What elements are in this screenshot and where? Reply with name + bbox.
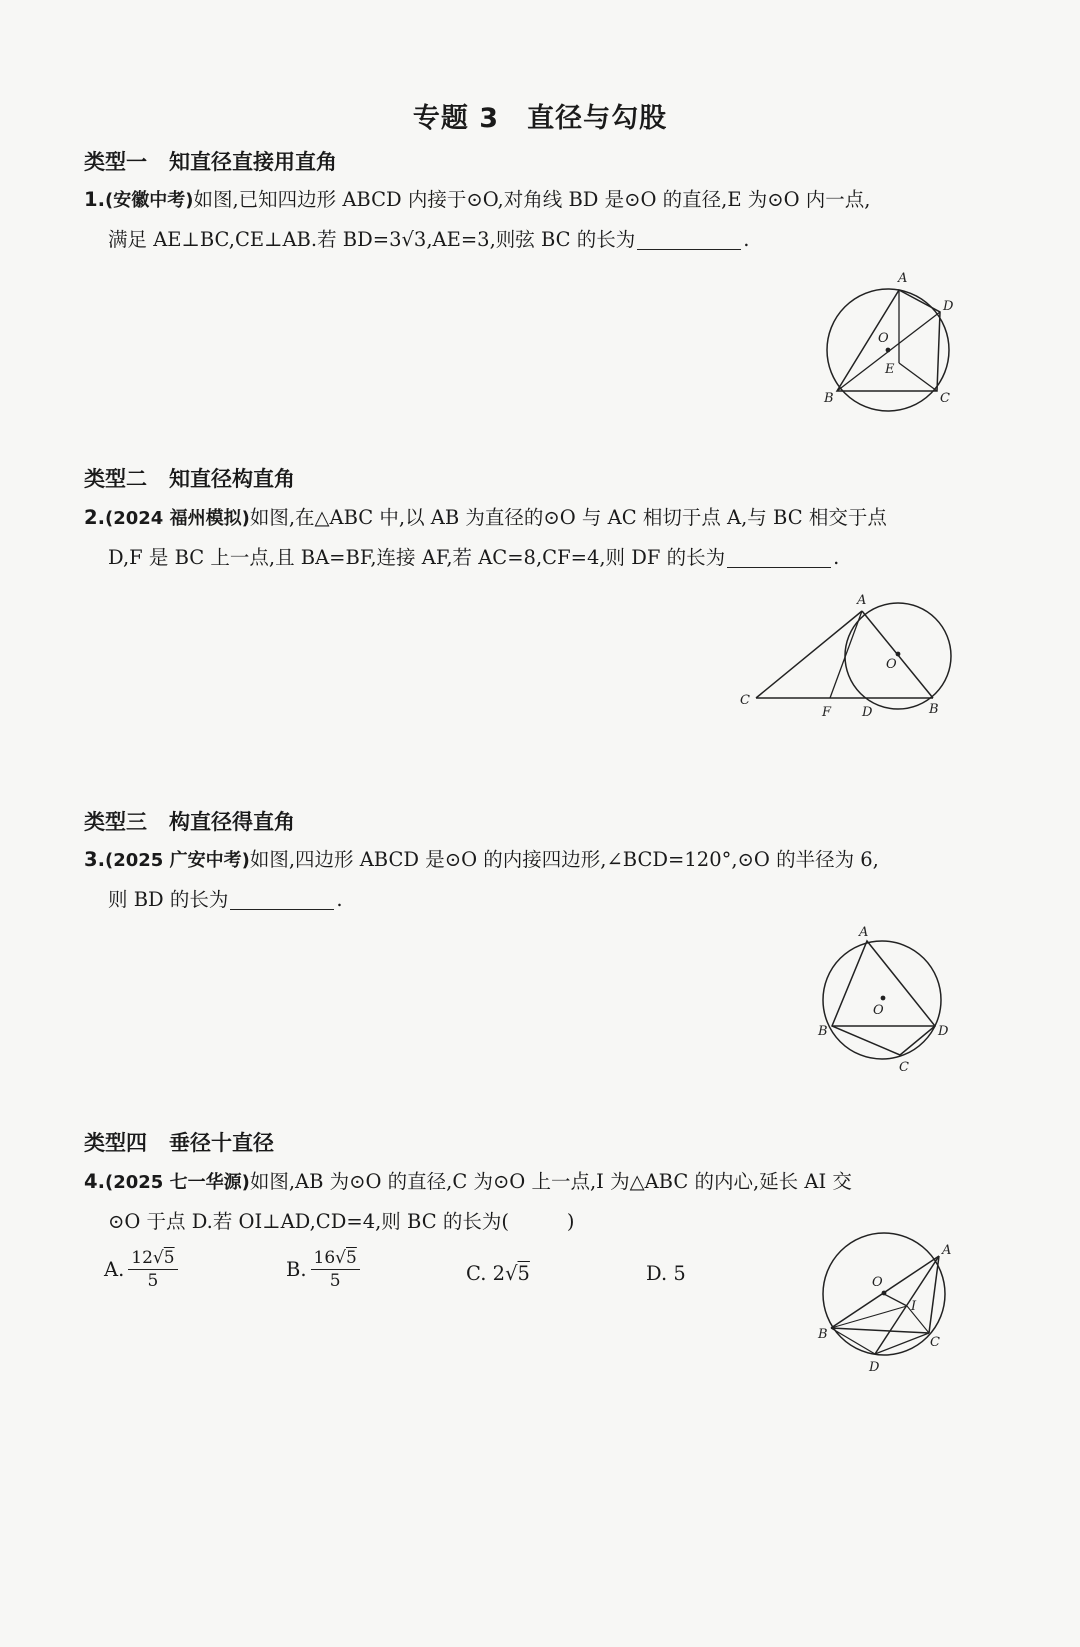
section-heading-4 (84, 1127, 274, 1157)
label-b: B (818, 1024, 828, 1039)
problem-text-line1: 如图,已知四边形 ABCD 内接于⊙O,对角线 BD 是⊙O 的直径,E 为⊙O 内一点, (193, 188, 871, 211)
problem-source: (2025 七一华源) (104, 1172, 250, 1193)
denominator: 5 (329, 1271, 341, 1291)
problem-text-end: . (336, 888, 343, 911)
center-dot (881, 996, 886, 1001)
label-o: O (873, 1003, 884, 1018)
radicand: 5 (346, 1248, 357, 1268)
section-label: 垂径十直径 (169, 1131, 274, 1155)
label-o: O (878, 331, 889, 346)
problem-text-line2: 满足 AE⊥BC,CE⊥AB.若 BD=3√3,AE=3,则弦 BC 的长为 (108, 228, 636, 251)
problem-text-line2: ⊙O 于点 D.若 OI⊥AD,CD=4,则 BC 的长为( (108, 1210, 509, 1233)
problem-text-end: ) (566, 1210, 575, 1233)
problem-1 (84, 180, 1004, 259)
numerator: 12 (131, 1248, 153, 1268)
problem-source: (2025 广安中考) (104, 850, 250, 871)
label-b: B (818, 1327, 828, 1342)
label-f: F (822, 705, 832, 720)
problem-number: 1. (84, 188, 105, 211)
label-d: D (938, 1024, 949, 1039)
center-dot (882, 1291, 887, 1296)
section-heading-3 (84, 806, 295, 836)
center-dot (896, 652, 901, 657)
section-heading-2 (84, 463, 295, 493)
numerator: 16 (313, 1248, 336, 1268)
problem-text-line1: 如图,在△ABC 中,以 AB 为直径的⊙O 与 AC 相切于点 A,与 BC 相交于点 (249, 506, 887, 529)
page-title: 专题 3 直径与勾股 (412, 103, 668, 134)
answer-blank[interactable] (230, 885, 334, 910)
label-c: C (740, 693, 750, 708)
label-b: B (824, 391, 834, 406)
label-b: B (929, 702, 939, 717)
choice-letter: C. (466, 1262, 487, 1285)
problem-text-line2: D,F 是 BC 上一点,且 BA=BF,连接 AF,若 AC=8,CF=4,则 DF 的长为 (108, 546, 726, 569)
figure-1 (820, 270, 960, 415)
label-c: C (899, 1060, 909, 1075)
problem-source: (2024 福州模拟) (104, 508, 250, 529)
figure-3 (815, 922, 960, 1077)
label-d: D (869, 1360, 880, 1375)
label-d: D (943, 299, 954, 314)
choice-letter: A. (104, 1258, 125, 1281)
problem-number: 3. (84, 848, 105, 871)
choice-d[interactable] (646, 1262, 686, 1285)
section-type: 类型三 (84, 810, 147, 834)
label-e: E (885, 362, 895, 377)
problem-source: (安徽中考) (104, 190, 194, 211)
fraction: $\frac{12√5}{5}$ (128, 1248, 177, 1291)
section-type: 类型四 (84, 1131, 147, 1155)
section-type: 类型二 (84, 467, 147, 491)
figure-2 (736, 592, 966, 727)
label-i: I (911, 1299, 917, 1314)
denominator: 5 (147, 1271, 159, 1291)
problem-text-line2: 则 BD 的长为 (108, 888, 229, 911)
problem-text-line1: 如图,AB 为⊙O 的直径,C 为⊙O 上一点,I 为△ABC 的内心,延长 AI 交 (249, 1170, 852, 1193)
label-d: D (862, 705, 873, 720)
problem-number: 4. (84, 1170, 105, 1193)
segment-ac (929, 1256, 939, 1333)
problem-text-end: . (743, 228, 750, 251)
segment-oi (884, 1294, 907, 1306)
problem-text-end: . (833, 546, 840, 569)
problem-text-line1: 如图,四边形 ABCD 是⊙O 的内接四边形,∠BCD=120°,⊙O 的半径为 6, (249, 848, 879, 871)
figure-4 (812, 1230, 962, 1380)
problem-2 (84, 498, 1004, 577)
choice-c[interactable]: C. 2 √ 5 (466, 1262, 530, 1285)
choice-b[interactable] (286, 1248, 360, 1291)
label-o: O (886, 657, 897, 672)
section-label: 构直径得直角 (169, 810, 295, 834)
label-a: A (898, 271, 908, 286)
section-type: 类型一 (84, 150, 147, 174)
choice-letter: D. (646, 1262, 668, 1285)
label-a: A (942, 1243, 952, 1258)
label-c: C (940, 391, 950, 406)
label-c: C (930, 1335, 940, 1350)
choice-value: 5 (673, 1262, 686, 1285)
segment-bi (831, 1306, 907, 1328)
segment-bd (831, 1328, 875, 1354)
center-dot (886, 348, 891, 353)
section-label: 知直径直接用直角 (169, 150, 337, 174)
section-heading-1 (84, 146, 337, 176)
fraction: $\frac{16√5}{5}$ (311, 1248, 360, 1291)
radicand: 5 (163, 1248, 175, 1268)
problem-number: 2. (84, 506, 105, 529)
section-label: 知直径构直角 (169, 467, 295, 491)
answer-blank[interactable] (727, 543, 831, 568)
segment-ce (899, 363, 937, 391)
radicand: 5 (517, 1262, 530, 1285)
problem-3 (84, 840, 1004, 919)
choice-letter: B. (286, 1258, 307, 1281)
segment-bc (831, 1328, 929, 1333)
choice-a[interactable] (104, 1248, 178, 1291)
label-o: O (872, 1275, 883, 1290)
answer-blank[interactable] (637, 225, 741, 250)
coefficient: 2 (492, 1262, 506, 1285)
label-a: A (859, 925, 869, 940)
label-a: A (857, 593, 867, 608)
